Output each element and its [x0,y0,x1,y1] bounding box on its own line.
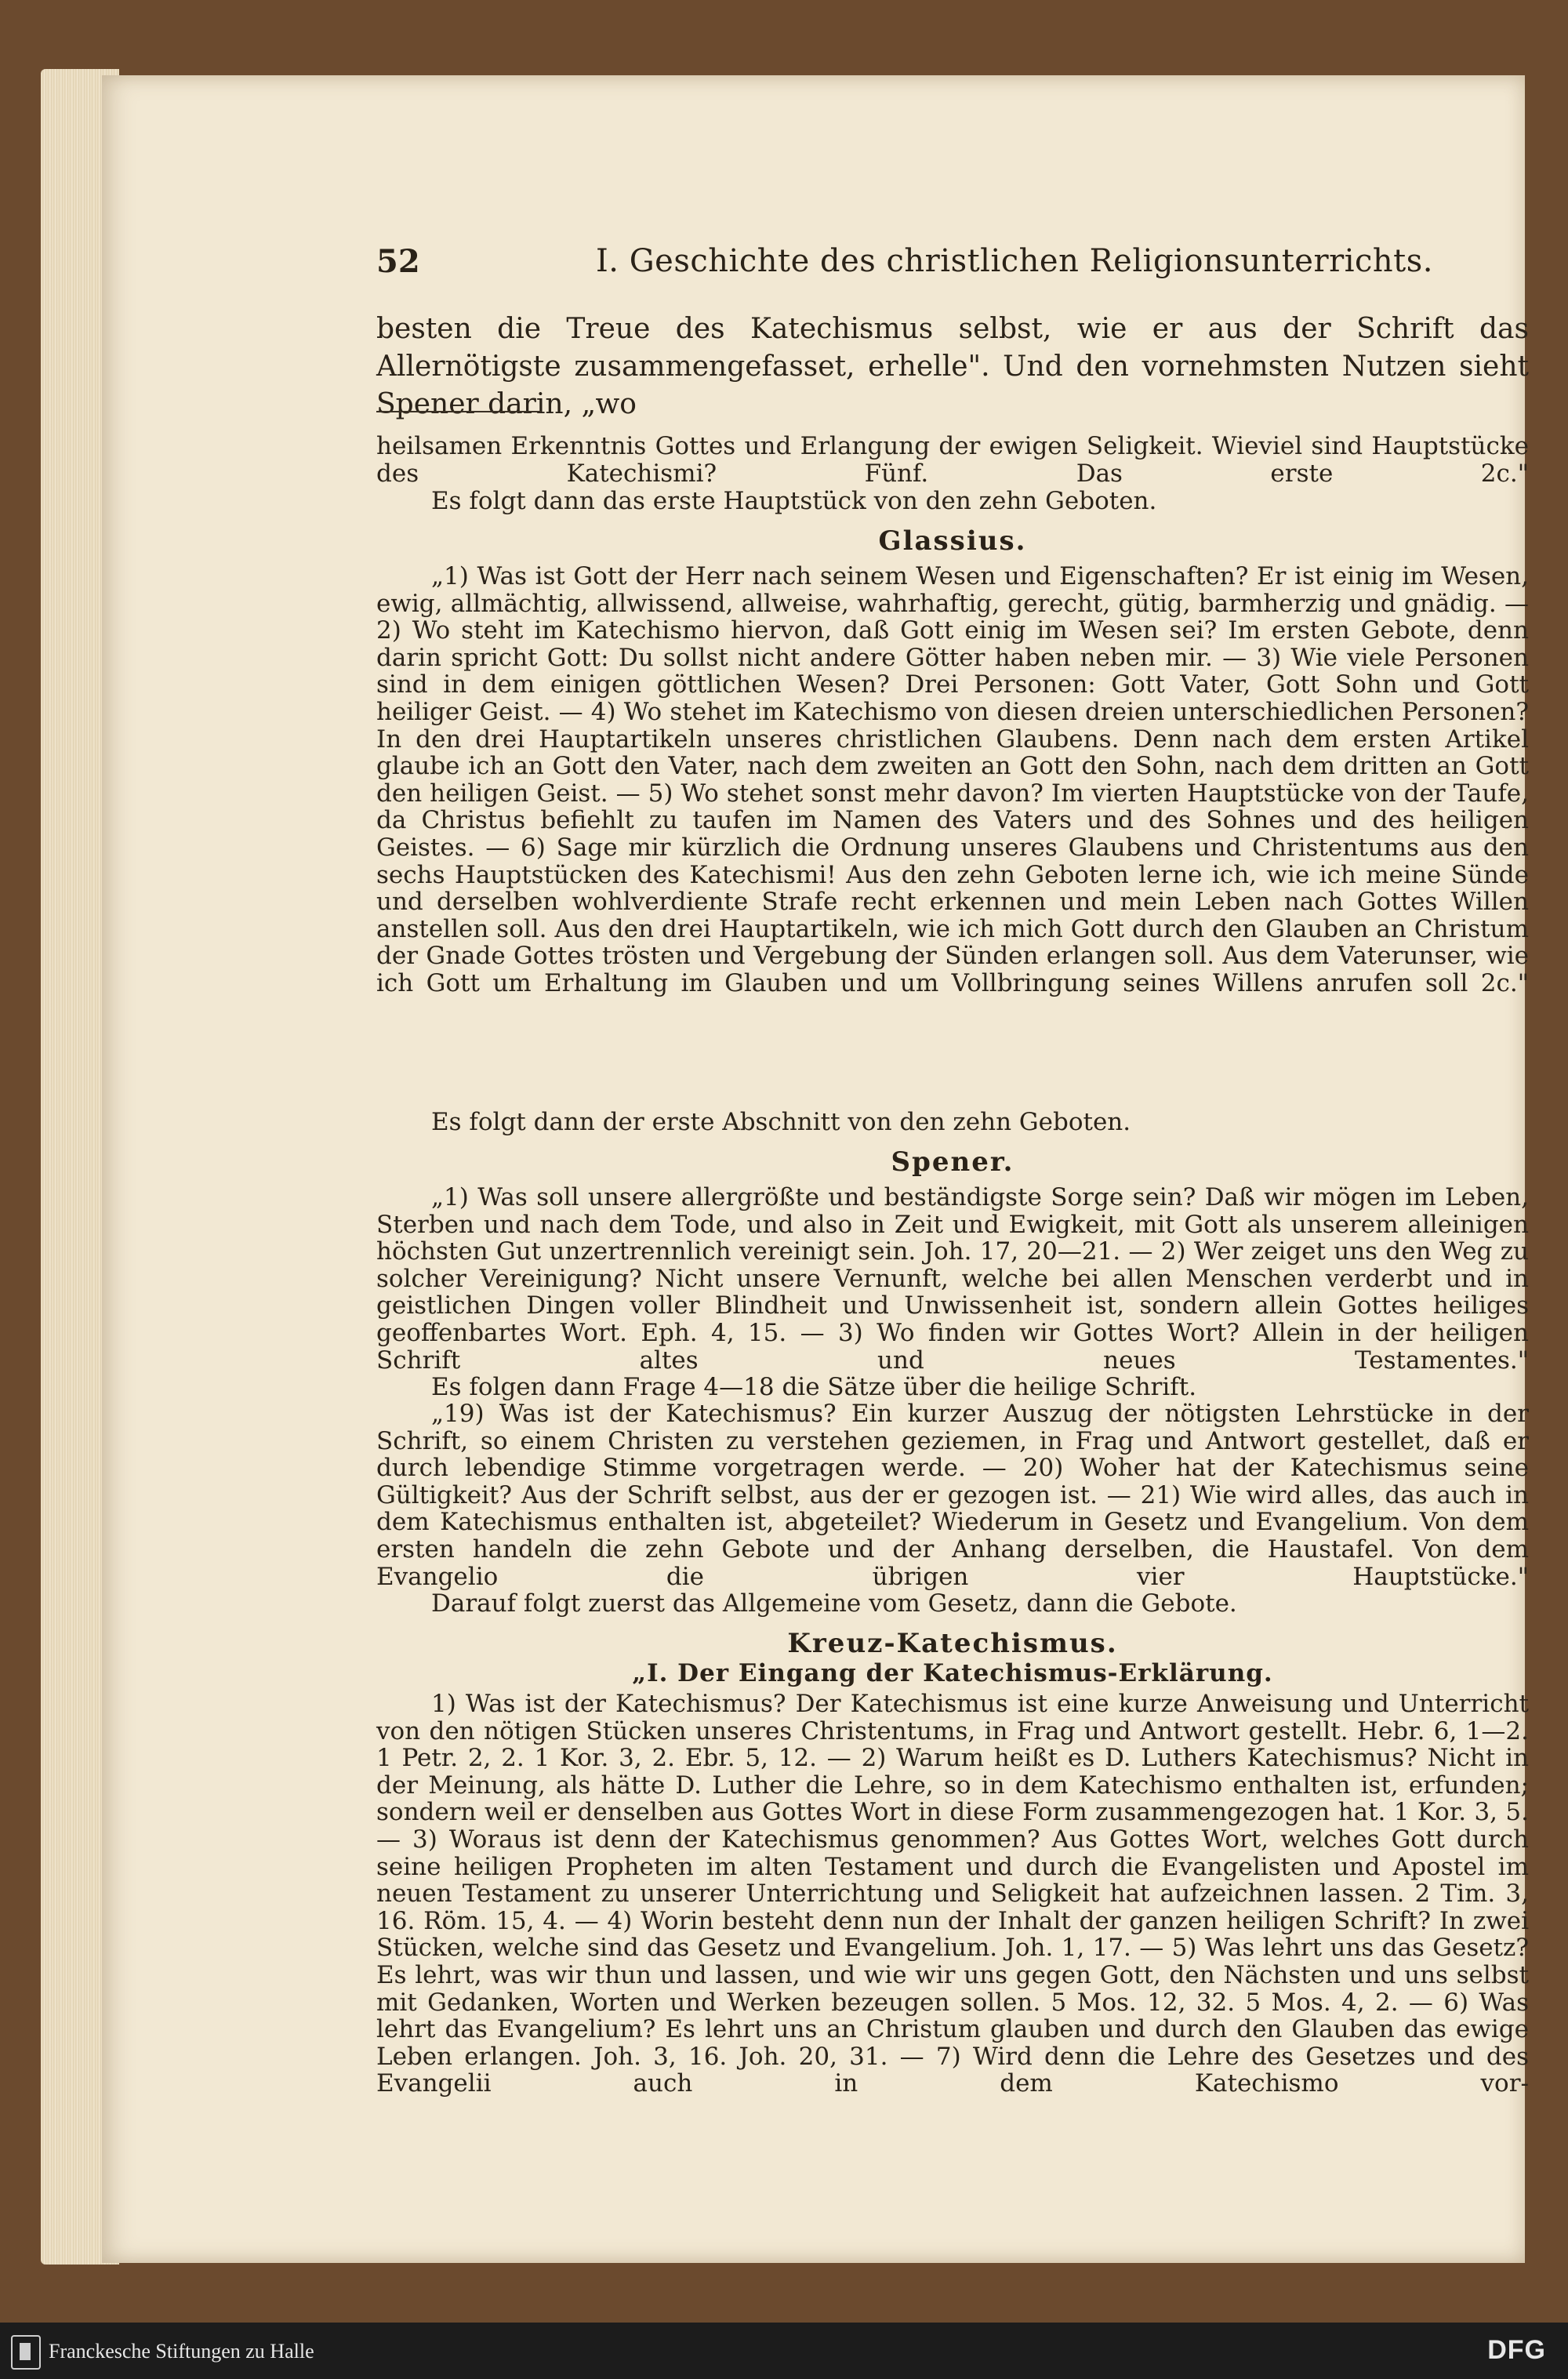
intro-followup: Es folgt dann das erste Hauptstück von den zehn Geboten. [431,487,1157,515]
spener-followup-2: Darauf folgt zuerst das Allgemeine vom Gesetz, dann die Gebote. [431,1589,1237,1618]
footer-bar [0,2323,1568,2379]
page-header [376,243,1529,290]
heading-kreuz-katechismus: Kreuz-Katechismus. [787,1628,1118,1659]
page-number: 52 [376,243,420,280]
heading-spener: Spener. [891,1146,1014,1178]
glassius-paragraph: „1) Was ist Gott der Herr nach seinem Wesen und Eigenschaften? Er ist einig im Wesen, ewig, allmächtig, allwissend, allweise, wahrhaftig, gerecht, gütig, barmherzig und gnädig. — 2) Wo steht im Katechismo hiervon, daß Gott einig im Wesen sei? Im ersten Gebote, denn darin spricht Gott: Du sollst nicht andere Götter haben neben mir. — 3) Wie viele Personen sind in dem einigen göttlichen Wesen? Drei Personen: Gott Vater, Gott Sohn und Gott heiliger Geist. — 4) Wo stehet im Katechismo von diesen dreien unterschiedlichen Personen? In den drei Hauptartikeln unseres christlichen Glaubens. Denn nach dem ersten Artikel glaube ich an Gott den Vater, nach dem zweiten an Gott den Sohn, nach dem dritten an Gott den heiligen Geist. — 5) Wo stehet sonst mehr davon? Im vierten Hauptstücke von der Taufe, da Christus befiehlt zu taufen im Namen des Vaters und des Sohnes und des heiligen Geistes. — 6) Sage mir kürzlich die Ordnung unseres Glaubens und Christentums aus den sechs Hauptstücken des Katechismi! Aus den zehn Geboten lerne ich, wie ich meine Sünde und derselben wohlverdiente Strafe recht erkennen und mein Leben nach Gottes Willen anstellen soll. Aus den drei Hauptartikeln, wie ich mich Gott durch den Glauben an Christum der Gnade Gottes trösten und Vergebung der Sünden erlangen soll. Aus dem Vaterunser, wie ich Gott um Erhaltung im Glauben und um Vollbringung seines Willens anrufen soll 2c." [376,562,1529,997]
book-page [102,75,1529,2263]
kreuz-paragraph: 1) Was ist der Katechismus? Der Katechismus ist eine kurze Anweisung und Unterricht von den nötigen Stücken unseres Christentums, in Frag und Antwort gestellt. Hebr. 6, 1—2. 1 Petr. 2, 2. 1 Kor. 3, 2. Ebr. 5, 12. — 2) Warum heißt es D. Luthers Katechismus? Nicht in der Meinung, als hätte D. Luther die Lehre, so in dem Katechismo enthalten ist, erfunden; sondern weil er denselben aus Gottes Wort in diese Form zusammengezogen hat. 1 Kor. 3, 5. — 3) Woraus ist denn der Katechismus genommen? Aus Gottes Wort, welches Gott durch seine heiligen Propheten im alten Testament und durch die Evangelisten und Apostel im neuen Testament zu unserer Unterrichtung und Seligkeit hat aufzeichnen lassen. 2 Tim. 3, 16. Röm. 15, 4. — 4) Worin besteht denn nun der Inhalt der ganzen heiligen Schrift? In zwei Stücken, welche sind das Gesetz und Evangelium. Joh. 1, 17. — 5) Was lehrt uns das Gesetz? Es lehrt, was wir thun und lassen, und wie wir uns gegen Gott, den Nächsten und uns selbst mit Gedanken, Worten und Werken bezeugen sollen. 5 Mos. 12, 32. 5 Mos. 4, 2. — 6) Was lehrt das Evangelium? Es lehrt uns an Christum glauben und durch den Glauben das ewige Leben erlangen. Joh. 3, 16. Joh. 20, 31. — 7) Wird denn die Lehre des Gesetzes und des Evangelii auch in dem Katechismo vor- [376,1690,1529,2098]
spener-paragraph-2: „19) Was ist der Katechismus? Ein kurzer Auszug der nötigsten Lehrstücke in der Schrift, so einem Christen zu verstehen geziemen, in Frag und Antwort gestellet, daß er durch lebendige Stimme vorgetragen werde. — 20) Woher hat der Katechismus seine Gültigkeit? Aus der Schrift selbst, aus der er gezogen ist. — 21) Wie wird alles, das auch in dem Katechismus enthalten ist, abgeteilet? Wiederum in Gesetz und Evangelium. Von dem ersten handeln die zehn Gebote und der Anhang derselben, die Haustafel. Von dem Evangelio die übrigen vier Hauptstücke." [376,1400,1529,1591]
footnote-divider [376,411,541,412]
heading-glassius: Glassius. [878,525,1027,557]
spener-paragraph-1: „1) Was soll unsere allergrößte und beständigste Sorge sein? Daß wir mögen im Leben, Sterben und nach dem Tode, und also in Zeit und Ewigkeit, mit Gott als unserem alleinigen höchsten Gut unzertrennlich vereinigt sein. Joh. 17, 20—21. — 2) Wer zeiget uns den Weg zu solcher Vereinigung? Nicht unsere Vernunft, welche bei allen Menschen verderbt und in geistlichen Dingen voller Blindheit und Unwissenheit ist, sondern allein Gottes heiliges geoffenbartes Wort. Eph. 4, 15. — 3) Wo finden wir Gottes Wort? Allein in der heiligen Schrift altes und neues Testamentes." [376,1183,1529,1375]
institution-label: Franckesche Stiftungen zu Halle [49,2340,314,2363]
dfg-label: DFG [1487,2335,1546,2365]
institution-logo-icon [11,2335,41,2370]
spener-followup-1: Es folgen dann Frage 4—18 die Sätze über die heilige Schrift. [431,1373,1197,1401]
subheading-kreuz: „I. Der Eingang der Katechismus-Erklärung. [632,1659,1273,1687]
body-top-paragraph: besten die Treue des Katechismus selbst, wie er aus der Schrift das Allernötigste zusammengefasset, erhelle". Und den vornehmsten Nutzen sieht Spener darin, „wo [376,313,1529,420]
running-head: I. Geschichte des christlichen Religionsunterrichts. [596,243,1433,279]
glassius-followup: Es folgt dann der erste Abschnitt von den zehn Geboten. [431,1108,1131,1136]
intro-paragraph: heilsamen Erkenntnis Gottes und Erlangung der ewigen Seligkeit. Wieviel sind Hauptstücke des Katechismi? Fünf. Das erste 2c." [376,432,1529,488]
